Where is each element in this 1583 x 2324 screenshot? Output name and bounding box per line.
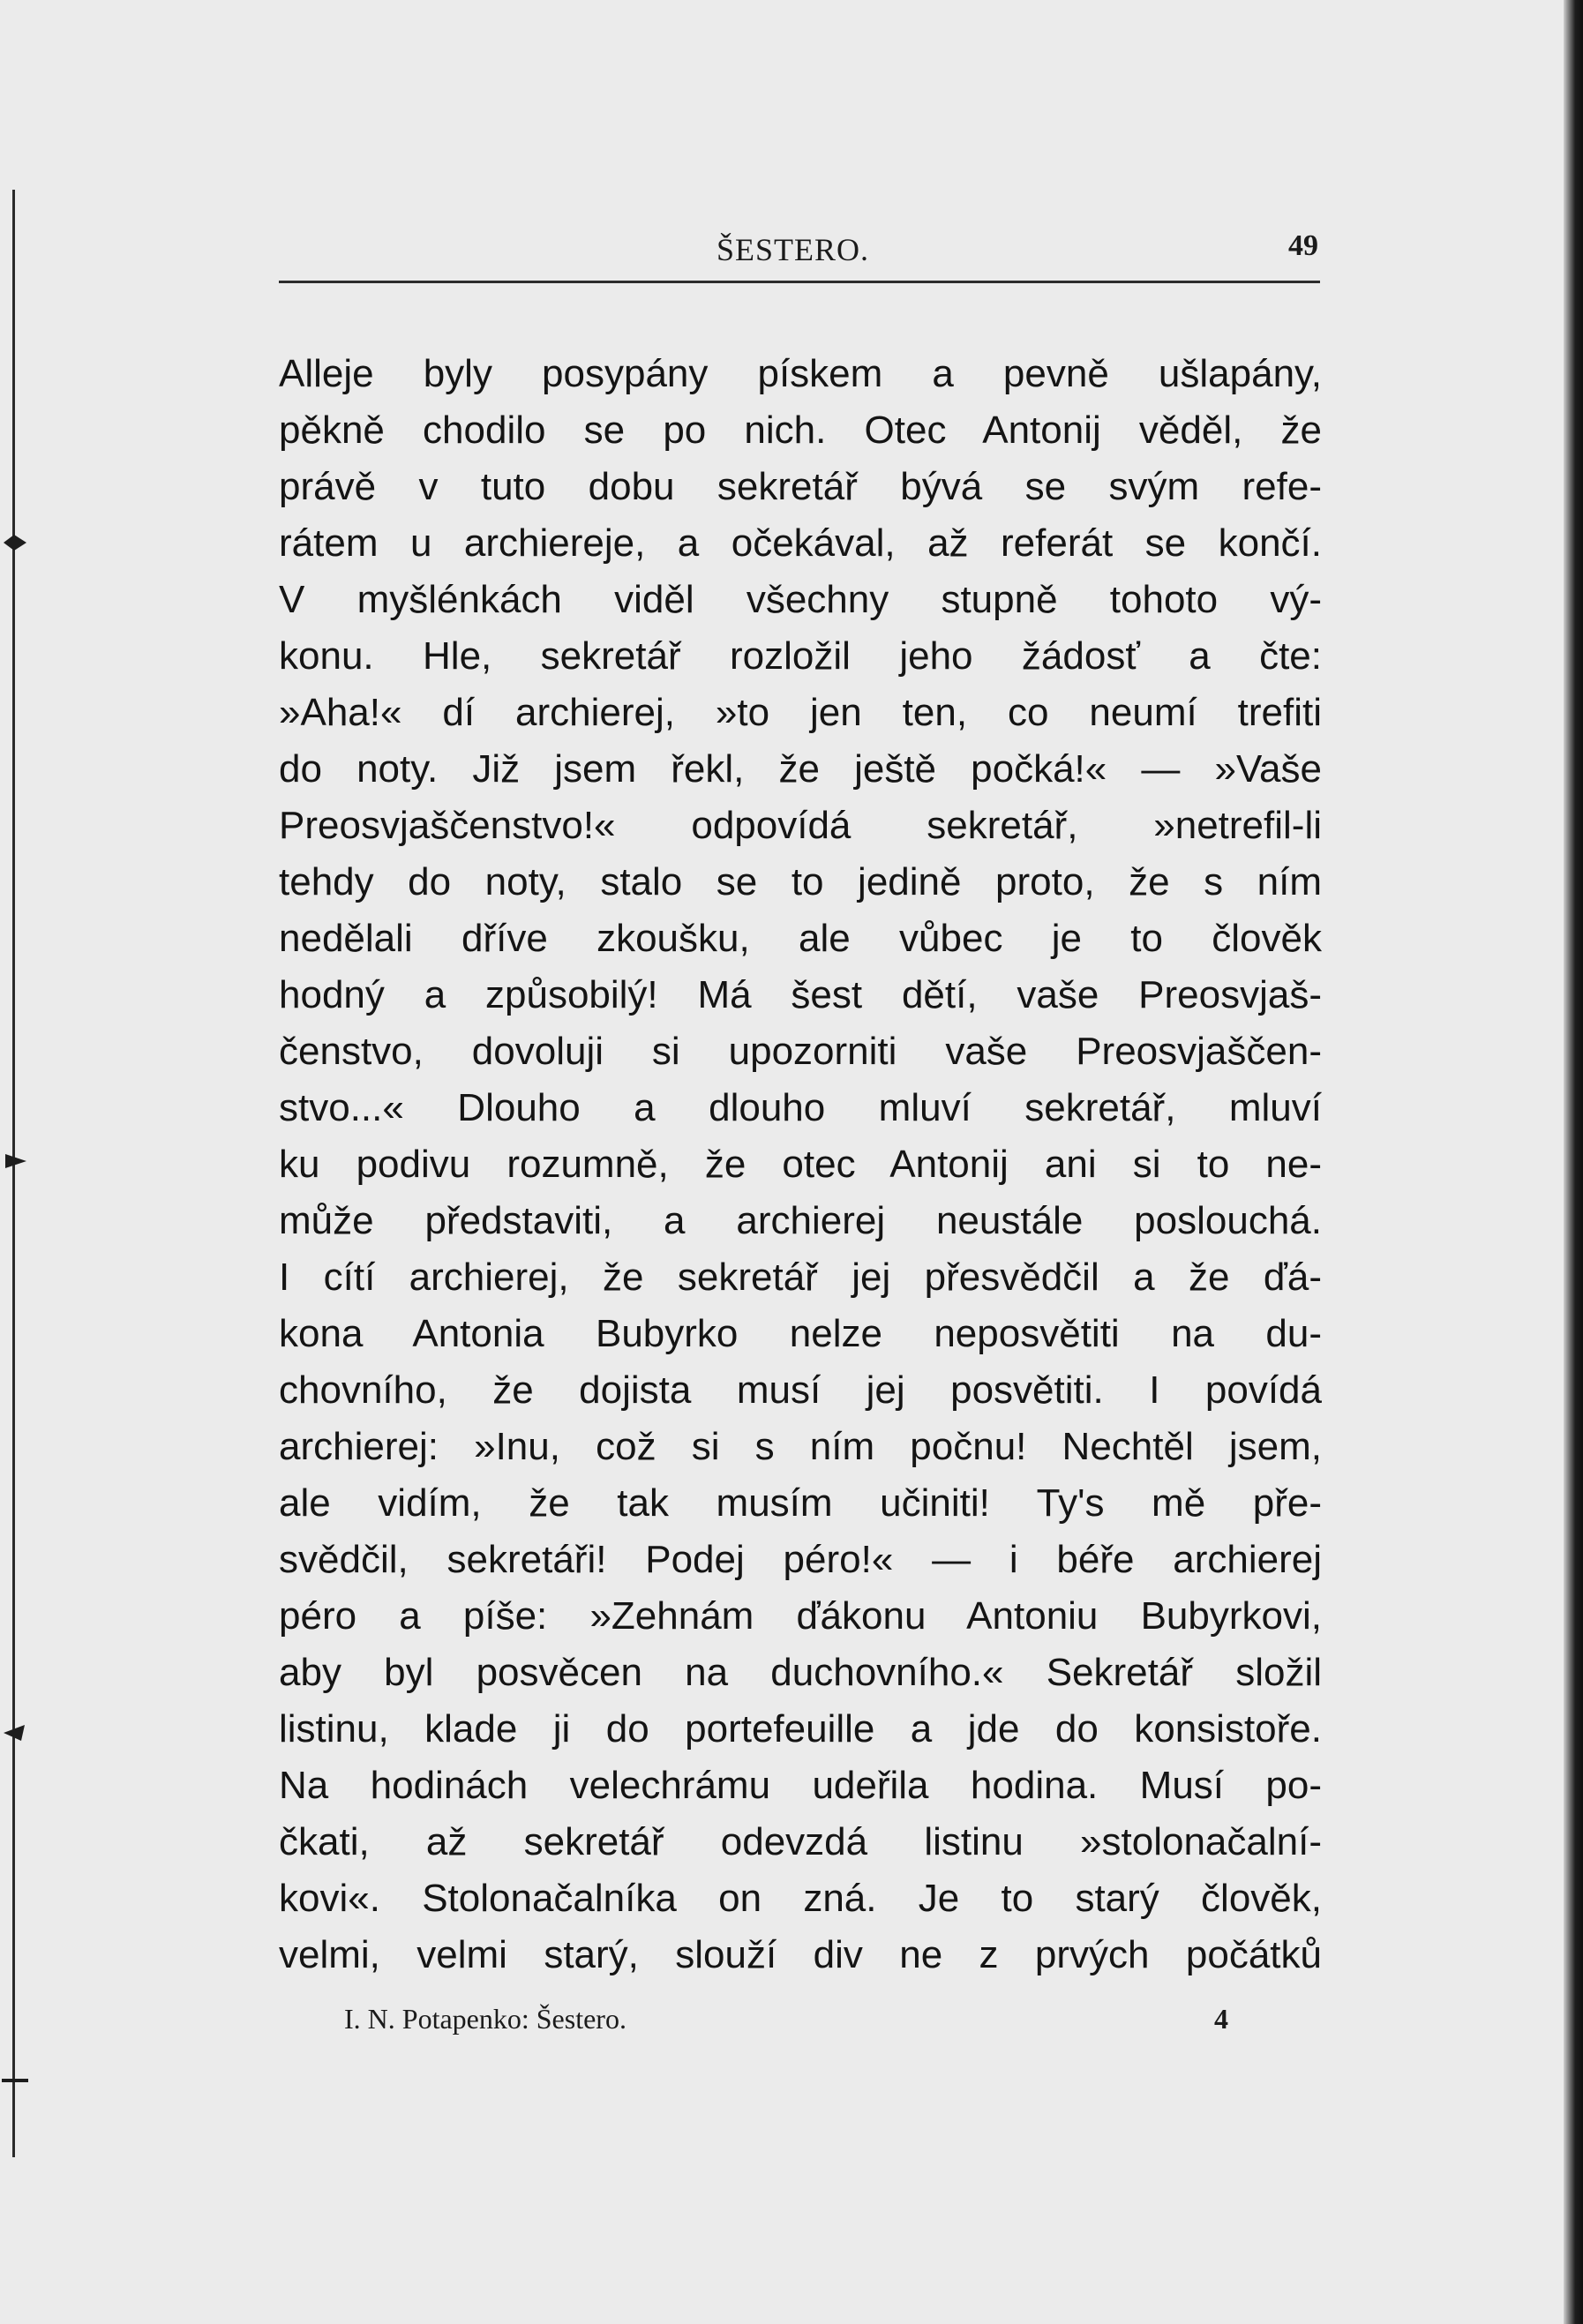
text-line: právě v tuto dobu sekretář bývá se svým refe- bbox=[279, 465, 1322, 508]
text-line: kovi«. Stolonačalníka on zná. Je to starý člověk, bbox=[279, 1877, 1322, 1920]
text-line: tehdy do noty, stalo se to jedině proto, že s ním bbox=[279, 860, 1322, 903]
signature-line: I. N. Potapenko: Šestero. bbox=[344, 2003, 626, 2035]
text-line: ku podivu rozumně, že otec Antonij ani si to ne- bbox=[279, 1143, 1322, 1186]
text-line: konu. Hle, sekretář rozložil jeho žádosť a čte: bbox=[279, 634, 1322, 678]
text-line: Na hodinách velechrámu udeřila hodina. Musí po- bbox=[279, 1764, 1322, 1807]
page-footer bbox=[279, 2003, 1322, 2047]
body-text bbox=[279, 346, 1322, 1983]
text-line: pěkně chodilo se po nich. Otec Antonij věděl, že bbox=[279, 409, 1322, 452]
running-header bbox=[279, 228, 1320, 283]
binding-mark-icon bbox=[0, 2070, 30, 2091]
text-line: »Aha!« dí archierej, »to jen ten, co neumí trefiti bbox=[279, 691, 1322, 734]
text-line: kona Antonia Bubyrko nelze neposvětiti na du- bbox=[279, 1312, 1322, 1355]
binding-mark-icon bbox=[0, 1722, 30, 1743]
binding-mark-icon bbox=[0, 532, 30, 553]
binding-mark-icon bbox=[0, 1151, 30, 1172]
page-number: 49 bbox=[1288, 229, 1318, 262]
text-line: může představiti, a archierej neustále poslouchá. bbox=[279, 1199, 1322, 1242]
text-line: do noty. Již jsem řekl, že ještě počká!« — »Vaše bbox=[279, 747, 1322, 791]
text-line: hodný a způsobilý! Má šest dětí, vaše Preosvjaš- bbox=[279, 973, 1322, 1016]
text-line: Preosvjaščenstvo!« odpovídá sekretář, »netrefil-li bbox=[279, 804, 1322, 847]
text-line: čkati, až sekretář odevzdá listinu »stolonačalní- bbox=[279, 1820, 1322, 1863]
running-title: ŠESTERO. bbox=[716, 232, 870, 267]
page-right-shadow bbox=[1564, 0, 1583, 2324]
page-left-border bbox=[12, 190, 15, 2157]
text-line: péro a píše: »Zehnám ďákonu Antoniu Bubyrkovi, bbox=[279, 1594, 1322, 1638]
text-line: ale vidím, že tak musím učiniti! Ty's mě pře- bbox=[279, 1481, 1322, 1525]
text-line: I cítí archierej, že sekretář jej přesvědčil a že ďá- bbox=[279, 1256, 1322, 1299]
sheet-number: 4 bbox=[1214, 2003, 1228, 2035]
text-line: Alleje byly posypány pískem a pevně ušlapány, bbox=[279, 352, 1322, 395]
text-line: V myšlénkách viděl všechny stupně tohoto vý- bbox=[279, 578, 1322, 621]
text-line: stvo...« Dlouho a dlouho mluví sekretář, mluví bbox=[279, 1086, 1322, 1129]
text-line: archierej: »Inu, což si s ním počnu! Nechtěl jsem, bbox=[279, 1425, 1322, 1468]
text-line: chovního, že dojista musí jej posvětiti. I povídá bbox=[279, 1368, 1322, 1412]
text-line: nedělali dříve zkoušku, ale vůbec je to člověk bbox=[279, 917, 1322, 960]
text-line: svědčil, sekretáři! Podej péro!« — i béře archierej bbox=[279, 1538, 1322, 1581]
text-line: velmi, velmi starý, slouží div ne z prvých počátků bbox=[279, 1933, 1322, 1976]
text-line: listinu, klade ji do portefeuille a jde do konsistoře. bbox=[279, 1707, 1322, 1750]
text-line: rátem u archiereje, a očekával, až referát se končí. bbox=[279, 521, 1322, 565]
text-line: čenstvo, dovoluji si upozorniti vaše Preosvjaščen- bbox=[279, 1030, 1322, 1073]
text-line: aby byl posvěcen na duchovního.« Sekretář složil bbox=[279, 1651, 1322, 1694]
